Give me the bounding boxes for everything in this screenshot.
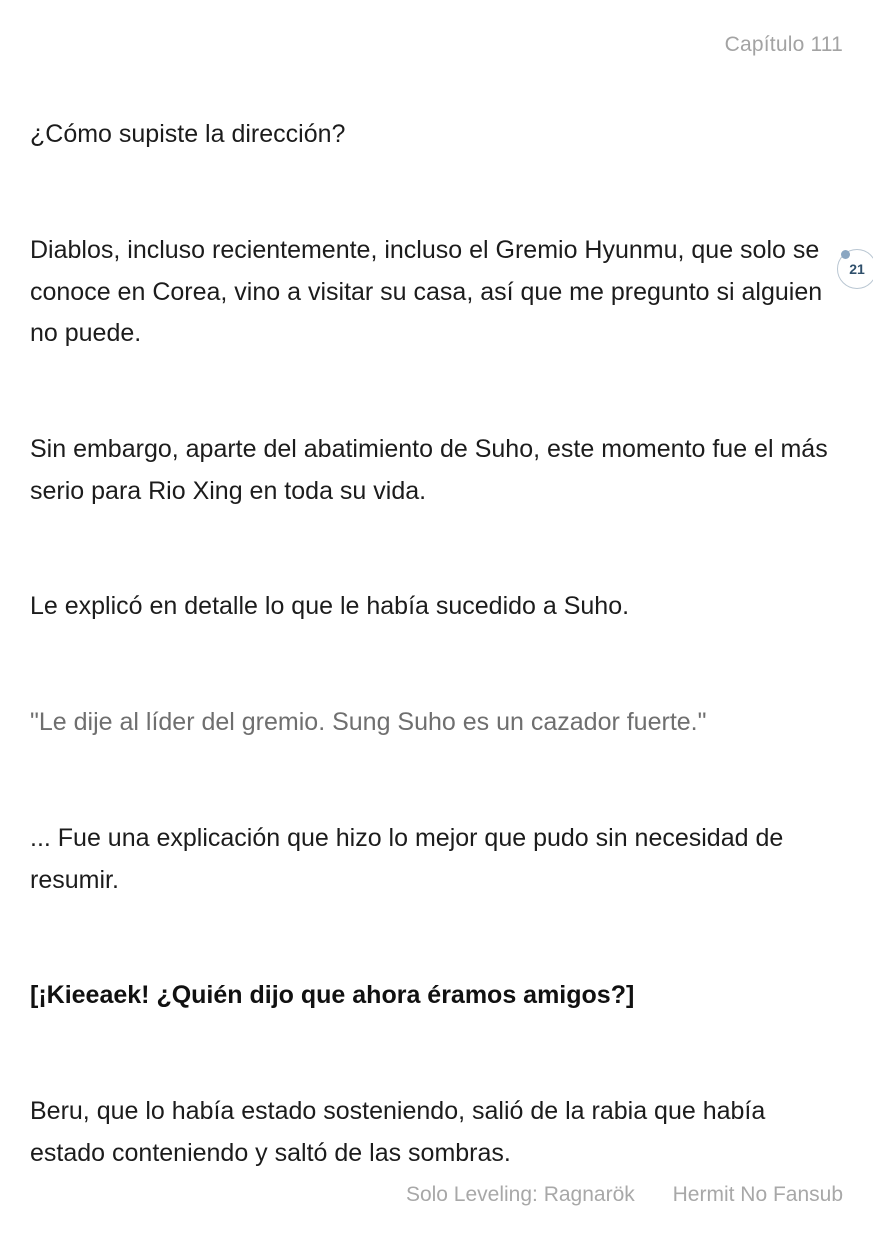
chapter-title: Capítulo 111 — [724, 33, 843, 56]
paragraph-4: Le explicó en detalle lo que le había sucedido a Suho. — [30, 592, 630, 620]
paragraph-3: Sin embargo, aparte del abatimiento de Suho, este momento fue el más serio para Rio Xing en toda su vida. — [30, 435, 828, 505]
footer-book-title: Solo Leveling: Ragnarök — [405, 1183, 635, 1206]
page-number-label: 21 — [849, 261, 865, 277]
paragraph-2: Diablos, incluso recientemente, incluso el Gremio Hyunmu, que solo se conoce en Corea, vino a visitar su casa, así que me pregunto si alguien no puede. — [30, 236, 823, 347]
footer-translator: Hermit No Fansub — [672, 1183, 843, 1206]
paragraph-8: Beru, que lo había estado sosteniendo, salió de la rabia que había estado conteniendo y saltó de las sombras. — [30, 1097, 766, 1167]
page-indicator-dot-icon — [841, 250, 850, 259]
footer — [406, 1183, 843, 1207]
paragraph-7-dialogue: [¡Kieeaek! ¿Quién dijo que ahora éramos amigos?] — [30, 981, 635, 1009]
paragraph-6: ... Fue una explicación que hizo lo mejor que pudo sin necesidad de resumir. — [30, 824, 784, 894]
paragraph-5-quote: "Le dije al líder del gremio. Sung Suho es un cazador fuerte." — [30, 708, 707, 736]
paragraph-1: ¿Cómo supiste la dirección? — [30, 120, 346, 148]
